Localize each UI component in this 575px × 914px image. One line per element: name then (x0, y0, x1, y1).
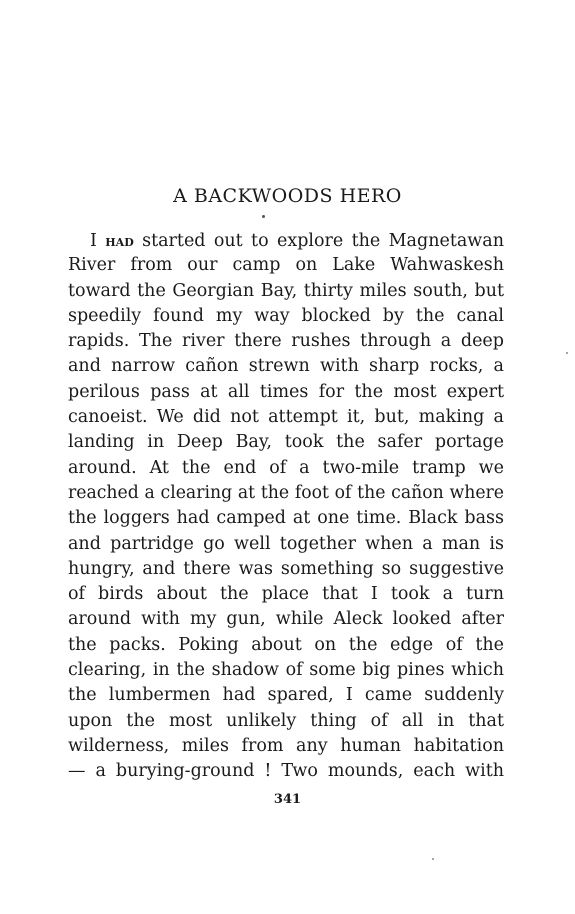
ink-speck (432, 858, 434, 860)
body-line: the lumbermen had spared, I came suddenly (68, 685, 504, 706)
page-number: 341 (273, 792, 302, 807)
body-line: of birds about the place that I took a turn (68, 584, 504, 605)
body-line: perilous pass at all times for the most expert (68, 381, 504, 402)
body-line: reached a clearing at the foot of the cañon where (68, 482, 504, 503)
body-paragraph (68, 228, 504, 785)
body-line: clearing, in the shadow of some big pines which (68, 660, 504, 681)
body-line: the packs. Poking about on the edge of the (68, 634, 504, 655)
body-line: around with my gun, while Aleck looked after (68, 609, 504, 630)
body-line: canoeist. We did not attempt it, but, making a (68, 407, 504, 428)
body-line: hungry, and there was something so suggestive (68, 558, 504, 579)
body-line-1 (68, 228, 504, 253)
ink-speck (566, 352, 568, 354)
body-line: and partridge go well together when a man is (68, 533, 504, 554)
body-line: and narrow cañon strewn with sharp rocks, a (68, 356, 504, 377)
body-line: speedily found my way blocked by the canal (68, 305, 504, 326)
body-line: River from our camp on Lake Wahwaskesh (68, 255, 504, 276)
body-line: wilderness, miles from any human habitation (68, 735, 504, 756)
ink-speck (262, 215, 265, 218)
body-line: the loggers had camped at one time. Black bass (68, 508, 504, 529)
body-line: upon the most unlikely thing of all in that (68, 710, 504, 731)
body-line: — a burying-ground ! Two mounds, each with (68, 761, 504, 782)
opening-smallcaps: had (105, 231, 134, 250)
body-line: rapids. The river there rushes through a deep (68, 331, 504, 352)
opening-word: I (90, 231, 97, 251)
first-line-text: started out to explore the Magnetawan (142, 231, 504, 251)
body-line: toward the Georgian Bay, thirty miles south, but (68, 280, 504, 301)
body-line: landing in Deep Bay, took the safer portage (68, 432, 504, 453)
body-line: around. At the end of a two-mile tramp we (68, 457, 504, 478)
chapter-title: A BACKWOODS HERO (173, 185, 402, 207)
